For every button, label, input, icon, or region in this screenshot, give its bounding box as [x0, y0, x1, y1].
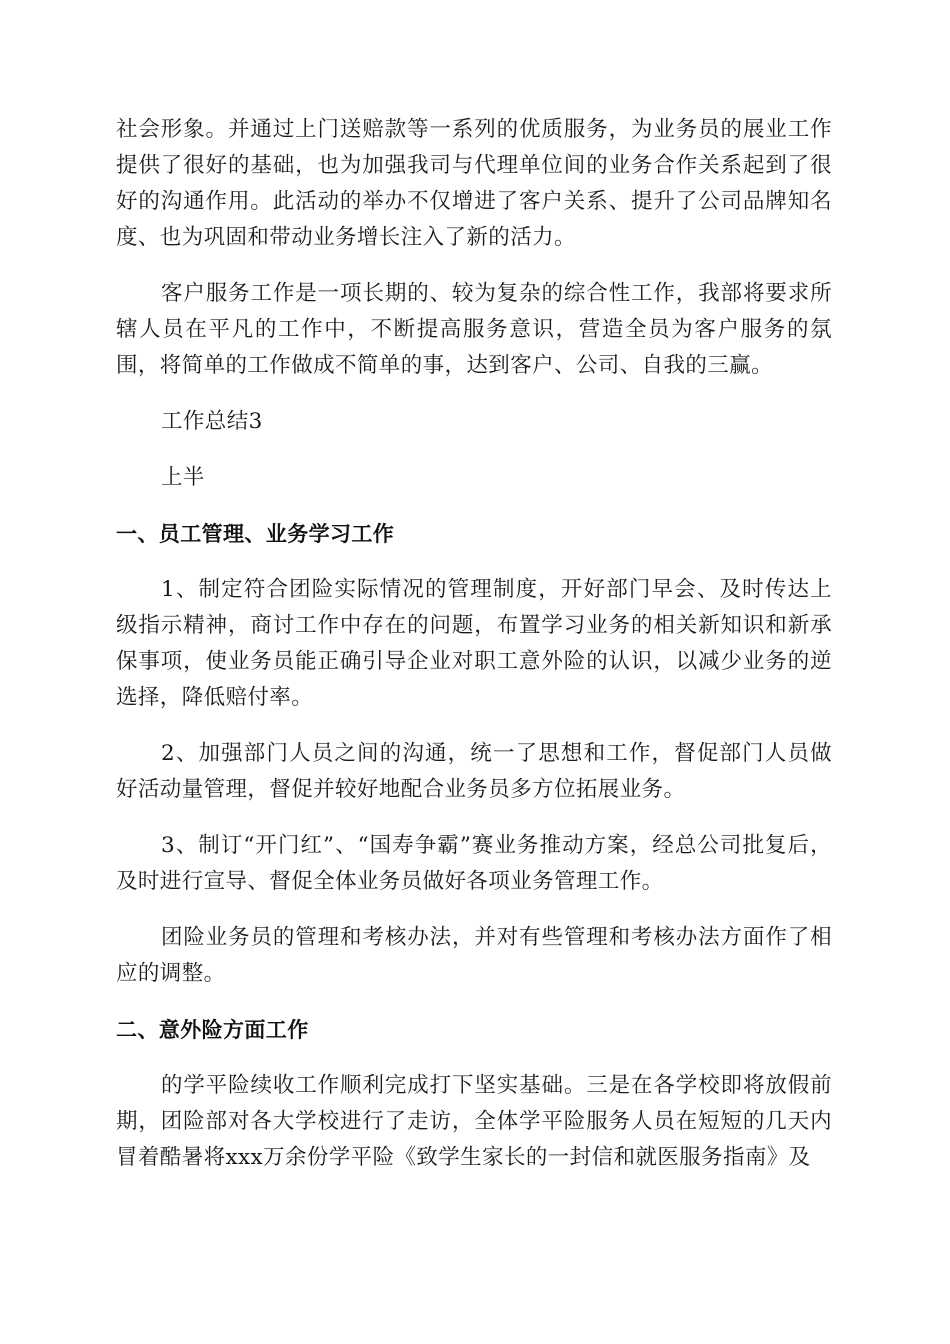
paragraph-student-insurance: 的学平险续收工作顺利完成打下坚实基础。三是在各学校即将放假前期，团险部对各大学校进行了走访，全体学平险服务人员在短短的几天内冒着酷暑将xxx万余份学平险《致学生家长的一封信和就医服务指南》及 — [116, 1073, 832, 1170]
heading-accident-insurance: 二、意外险方面工作 — [116, 1018, 309, 1042]
paragraph-item-3: 3、制订“开门红”、“国寿争霸”赛业务推动方案，经总公司批复后，及时进行宣导、督促全体业务员做好各项业务管理工作。 — [116, 833, 832, 894]
paragraph-first-half: 上半 — [161, 465, 205, 490]
section-title-work-summary-3: 工作总结3 — [161, 409, 263, 434]
paragraph-social-image: 社会形象。并通过上门送赔款等一系列的优质服务，为业务员的展业工作提供了很好的基础，也为加强我司与代理单位间的业务合作关系起到了很好的沟通作用。此活动的举办不仅增进了客户关系、提升了公司品牌知名度、也为巩固和带动业务增长注入了新的活力。 — [116, 117, 832, 250]
document-body — [116, 112, 832, 1196]
paragraph-assessment: 团险业务员的管理和考核办法，并对有些管理和考核办法方面作了相应的调整。 — [116, 925, 832, 986]
paragraph-item-2: 2、加强部门人员之间的沟通，统一了思想和工作，督促部门人员做好活动量管理，督促并较好地配合业务员多方位拓展业务。 — [116, 741, 832, 802]
heading-staff-management: 一、员工管理、业务学习工作 — [116, 522, 395, 546]
paragraph-item-1: 1、制定符合团险实际情况的管理制度，开好部门早会、及时传达上级指示精神，商讨工作中存在的问题，布置学习业务的相关新知识和新承保事项，使业务员能正确引导企业对职工意外险的认识，以减少业务的逆选择，降低赔付率。 — [116, 577, 832, 710]
paragraph-customer-service: 客户服务工作是一项长期的、较为复杂的综合性工作，我部将要求所辖人员在平凡的工作中，不断提高服务意识，营造全员为客户服务的氛围，将简单的工作做成不简单的事，达到客户、公司、自我的三赢。 — [116, 281, 832, 378]
